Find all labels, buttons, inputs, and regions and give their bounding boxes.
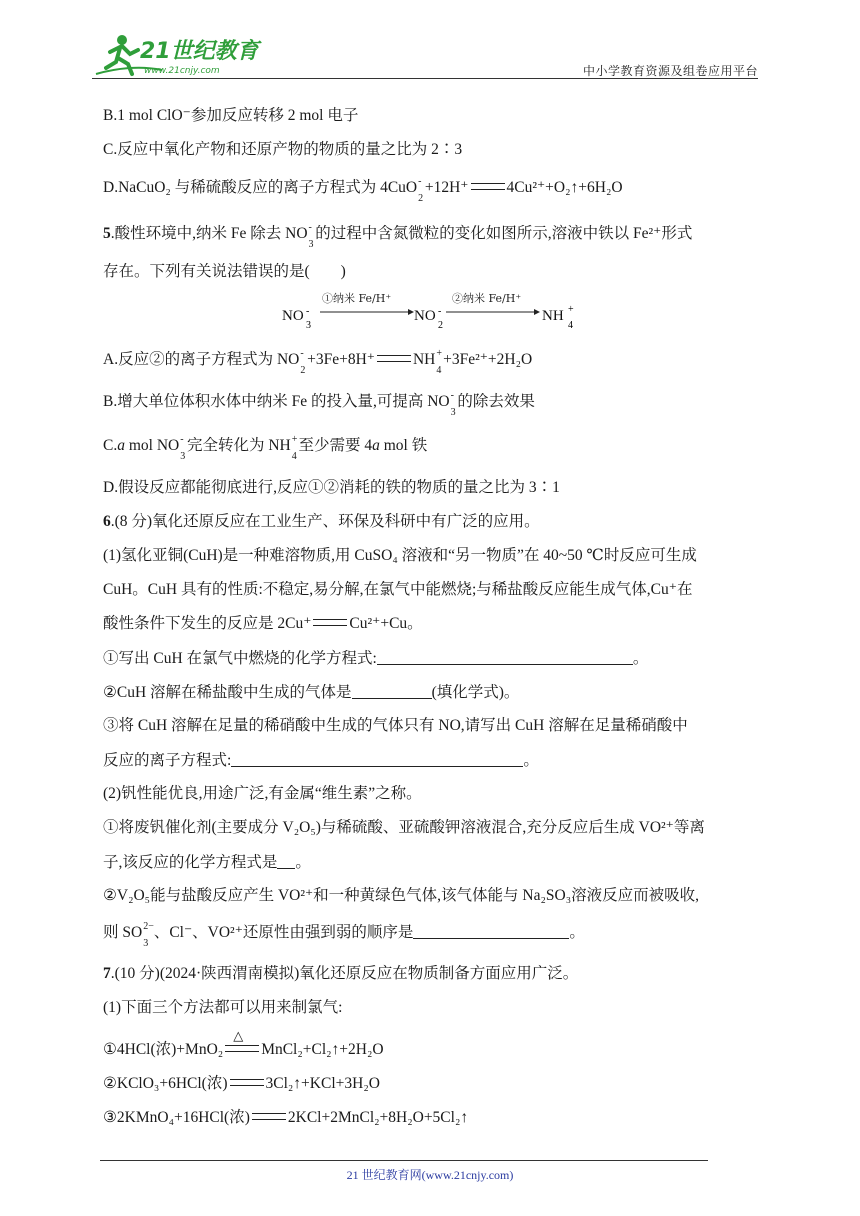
q6-part1-line3: 酸性条件下发生的反应是 2Cu⁺ Cu²⁺+Cu。 xyxy=(103,615,423,632)
svg-text:4: 4 xyxy=(568,320,573,331)
equals-sign xyxy=(225,1045,259,1052)
svg-text:3: 3 xyxy=(306,320,311,331)
svg-text:www.21cnjy.com: www.21cnjy.com xyxy=(144,66,220,76)
equals-sign xyxy=(230,1079,264,1086)
q7-method-2: ②KClO₃+6HCl(浓) 3Cl₂↑+KCl+3H₂O xyxy=(103,1075,380,1092)
q5-option-a: A.反应②的离子方程式为 NO - 2 +3Fe+8H⁺ NH + 4 +3Fe²⁺+2H₂O xyxy=(103,348,533,376)
q7-stem: 7.(10 分)(2024·陕西渭南模拟)氧化还原反应在物质制备方面应用广泛。 xyxy=(103,965,579,982)
q7-part1: (1)下面三个方法都可以用来制氯气: xyxy=(103,999,343,1016)
q5-stem-2: 存在。下列有关说法错误的是( ) xyxy=(103,263,346,280)
q7-method-1: ①4HCl(浓)+MnO₂ △ MnCl₂+Cl₂↑+2H₂O xyxy=(103,1028,384,1058)
q6-part1-i: ①写出 CuH 在氯气中燃烧的化学方程式: 。 xyxy=(103,650,649,667)
footer-rule xyxy=(100,1160,708,1161)
answer-blank xyxy=(352,682,432,699)
equals-sign xyxy=(252,1113,286,1120)
q5-stem: 5.酸性环境中,纳米 Fe 除去 NO - 3 的过程中含氮微粒的变化如图所示,溶液中铁以 Fe²⁺形式 xyxy=(103,222,693,250)
answer-blank xyxy=(277,852,295,869)
q5-option-b: B.增大单位体积水体中纳米 Fe 的投入量,可提高 NO - 3 的除去效果 xyxy=(103,390,535,418)
q6-part1-line1: (1)氢化亚铜(CuH)是一种难溶物质,用 CuSO₄ 溶液和“另一物质”在 40~50 ℃时反应可生成 xyxy=(103,547,697,564)
species-nitrate: NO xyxy=(282,308,304,324)
q4-option-d: D.NaCuO₂ 与稀硫酸反应的离子方程式为 4CuO - 2 +12H⁺ 4Cu²⁺+O₂↑+6H₂O xyxy=(103,176,623,204)
species-ammonium: NH xyxy=(542,308,564,324)
equals-sign xyxy=(471,183,505,190)
header-rule xyxy=(92,78,758,79)
svg-text:+: + xyxy=(568,304,574,315)
nitrogen-conversion-diagram xyxy=(280,290,580,334)
q6-part2-ii-line2: 则 SO 2− 3 、Cl⁻、VO²⁺还原性由强到弱的顺序是 。 xyxy=(103,921,585,949)
q6-part1-iii-line2: 反应的离子方程式: 。 xyxy=(103,752,539,769)
arrow-1-label: ①纳米 Fe/H⁺ xyxy=(322,292,392,305)
q5-option-c: C.a mol NO - 3 完全转化为 NH + 4 至少需要 4a mol 铁 xyxy=(103,434,428,462)
q6-part2-i-line2: 子,该反应的化学方程式是 。 xyxy=(103,854,311,871)
arrow-2-label: ②纳米 Fe/H⁺ xyxy=(452,292,522,305)
answer-blank xyxy=(377,648,633,665)
page-header xyxy=(92,30,758,80)
svg-text:-: - xyxy=(438,306,442,317)
q6-part1-ii: ②CuH 溶解在稀盐酸中生成的气体是 (填化学式)。 xyxy=(103,684,520,701)
q6-part1-iii-line1: ③将 CuH 溶解在足量的稀硝酸中生成的气体只有 NO,请写出 CuH 溶解在足量稀硝酸中 xyxy=(103,717,688,734)
platform-name: 中小学教育资源及组卷应用平台 xyxy=(582,64,758,78)
svg-text:-: - xyxy=(306,306,310,317)
q4-option-c: C.反应中氧化产物和还原产物的物质的量之比为 2∶3 xyxy=(103,141,463,158)
q6-part2-ii-line1: ②V₂O₅能与盐酸反应产生 VO²⁺和一种黄绿色气体,该气体能与 Na₂SO₃溶液反应而被吸收, xyxy=(103,887,700,904)
answer-blank xyxy=(413,922,569,939)
svg-text:2: 2 xyxy=(438,320,443,331)
q6-part2-stem: (2)钒性能优良,用途广泛,有金属“维生素”之称。 xyxy=(103,785,422,802)
equals-sign xyxy=(377,355,411,362)
q6-stem: 6.(8 分)氧化还原反应在工业生产、环保及科研中有广泛的应用。 xyxy=(103,513,540,530)
q7-method-3: ③2KMnO₄+16HCl(浓) 2KCl+2MnCl₂+8H₂O+5Cl₂↑ xyxy=(103,1109,469,1126)
page-footer: 21 世纪教育网(www.21cnjy.com) xyxy=(346,1168,514,1182)
q4-option-b: B.1 mol ClO⁻参加反应转移 2 mol 电子 xyxy=(103,107,359,124)
q5-option-d: D.假设反应都能彻底进行,反应①②消耗的铁的物质的量之比为 3∶1 xyxy=(103,479,560,496)
logo xyxy=(92,30,262,78)
answer-blank xyxy=(231,750,523,767)
species-nitrite: NO xyxy=(414,308,436,324)
q6-part1-line2: CuH。CuH 具有的性质:不稳定,易分解,在氯气中能燃烧;与稀盐酸反应能生成气体,Cu⁺在 xyxy=(103,581,693,598)
equals-sign xyxy=(313,619,347,626)
svg-text:21世纪教育: 21世纪教育 xyxy=(140,39,259,64)
q6-part2-i-line1: ①将废钒催化剂(主要成分 V₂O₅)与稀硫酸、亚硫酸钾溶液混合,充分反应后生成 VO²⁺等离 xyxy=(103,819,705,836)
